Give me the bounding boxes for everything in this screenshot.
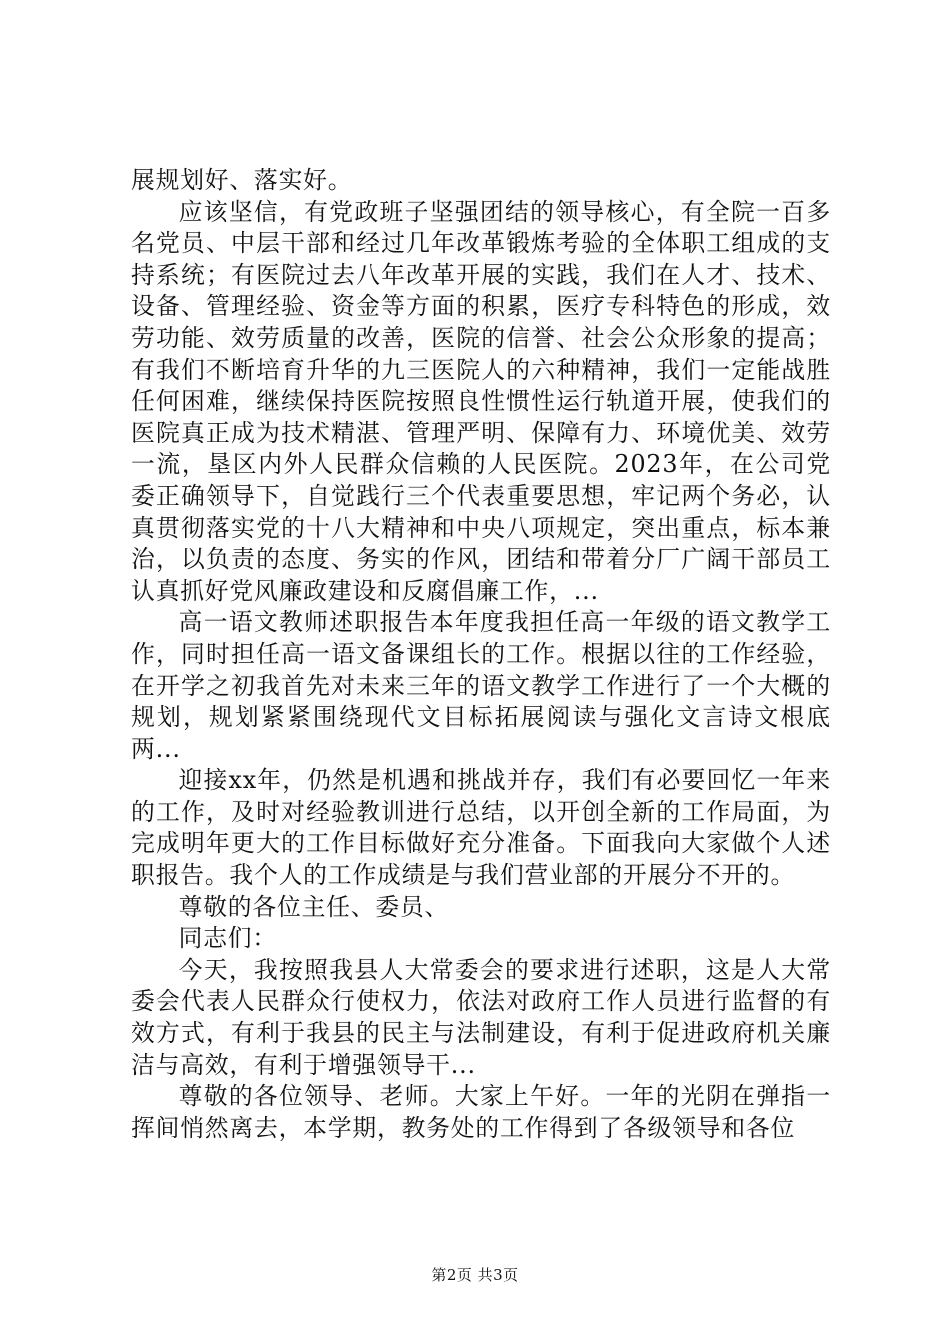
paragraph-3: 高一语文教师述职报告本年度我担任高一年级的语文教学工作，同时担任高一语文备课组长的工作。根据以往的工作经验，在开学之初我首先对未来三年的语文教学工作进行了一个大概的规划，规划紧紧围绕现代文目标拓展阅读与强化文言诗文根底两... xyxy=(131,608,831,763)
paragraph-1: 展规划好、落实好。 xyxy=(131,166,353,194)
document-body xyxy=(131,165,831,1144)
paragraph-8: 尊敬的各位领导、老师。大家上午好。一年的光阴在弹指一挥间悄然离去，本学期，教务处的工作得到了各级领导和各位 xyxy=(131,1082,831,1142)
paragraph-4: 迎接xx年，仍然是机遇和挑战并存，我们有必要回忆一年来的工作，及时对经验教训进行总结，以开创全新的工作局面，为完成明年更大的工作目标做好充分准备。下面我向大家做个人述职报告。我个人的工作成绩是与我们营业部的开展分不开的。 xyxy=(131,766,831,890)
paragraph-5: 尊敬的各位主任、委员、 xyxy=(178,892,450,921)
page-number-footer: 第2页 共3页 xyxy=(431,1266,519,1284)
paragraph-2: 应该坚信，有党政班子坚强团结的领导核心，有全院一百多名党员、中层干部和经过几年改革锻炼考验的全体职工组成的支持系统；有医院过去八年改革开展的实践，我们在人才、技术、设备、管理经验、资金等方面的积累，医疗专科特色的形成，效劳功能、效劳质量的改善，医院的信誉、社会公众形象的提高；有我们不断培育升华的九三医院人的六种精神，我们一定能战胜任何困难，继续保持医院按照良性惯性运行轨道开展，使我们的医院真正成为技术精湛、管理严明、保障有力、环境优美、效劳一流，垦区内外人民群众信赖的人民医院。2023年，在公司党委正确领导下，自觉践行三个代表重要思想，牢记两个务必，认真贯彻落实党的十八大精神和中央八项规定，突出重点，标本兼治，以负责的态度、务实的作风，团结和带着分厂广阔干部员工认真抓好党风廉政建设和反腐倡廉工作，... xyxy=(131,197,831,605)
paragraph-6: 同志们： xyxy=(178,924,277,953)
paragraph-7: 今天，我按照我县人大常委会的要求进行述职，这是人大常委会代表人民群众行使权力，依法对政府工作人员进行监督的有效方式，有利于我县的民主与法制建设，有利于促进政府机关廉洁与高效，有利于增强领导干... xyxy=(131,955,831,1079)
